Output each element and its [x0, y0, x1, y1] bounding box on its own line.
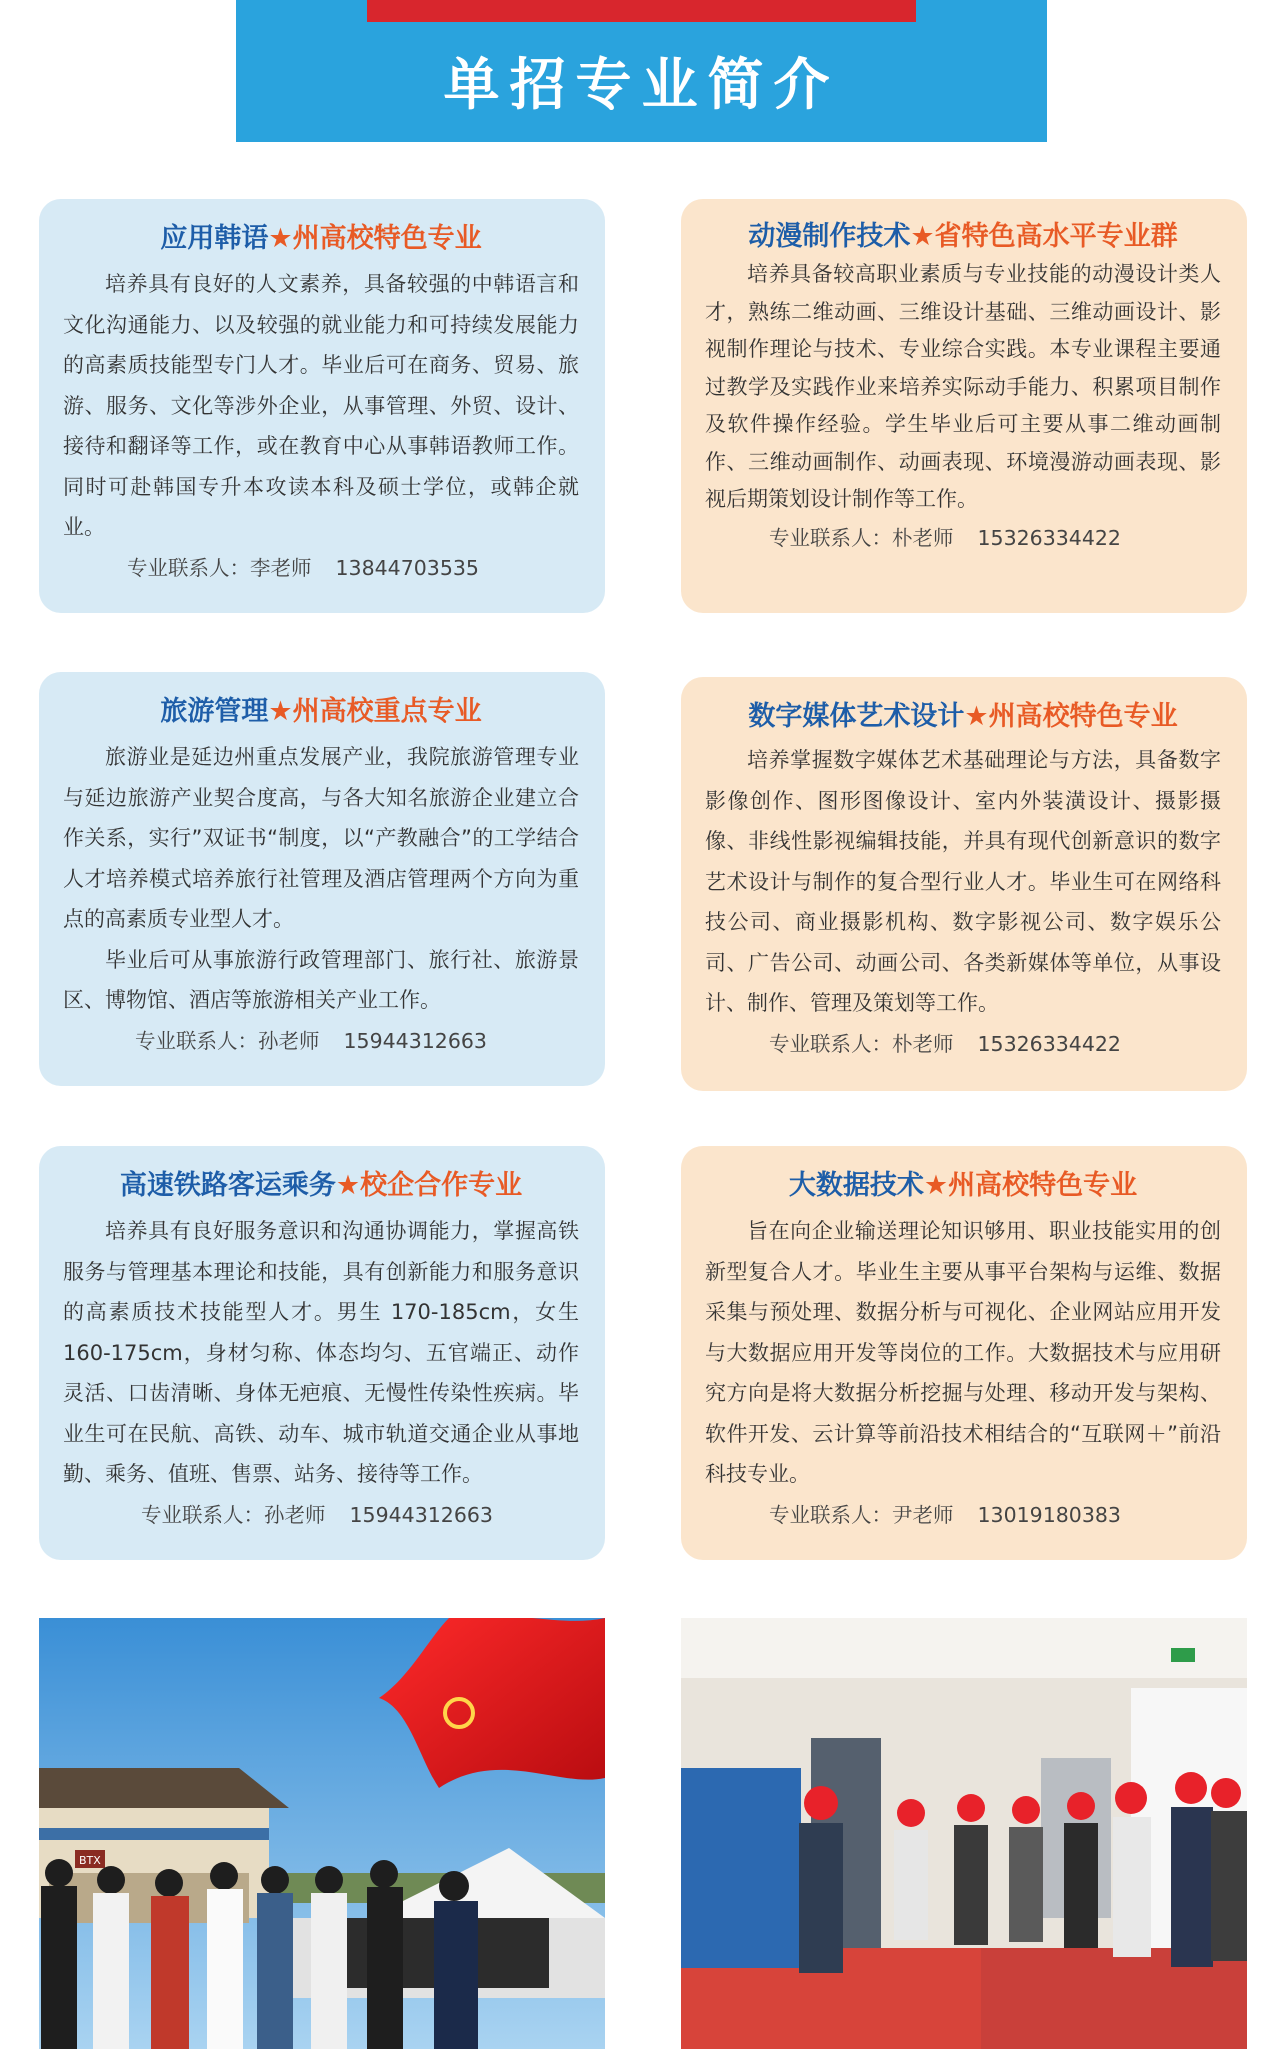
program-contact	[63, 1021, 579, 1061]
program-name: 数字媒体艺术设计	[748, 701, 965, 732]
photo-workshop-visit-image	[681, 1618, 1247, 2049]
star-icon: ★	[923, 1170, 949, 1201]
card-title	[63, 1168, 579, 1203]
program-card-animation	[681, 199, 1247, 613]
program-rank: 州高校特色专业	[292, 223, 482, 254]
star-icon: ★	[910, 221, 935, 252]
program-card-korean	[39, 199, 605, 613]
star-icon: ★	[268, 696, 293, 727]
contact-phone: 15326334422	[977, 1031, 1121, 1056]
contact-phone: 15944312663	[349, 1502, 493, 1527]
contact-phone: 13019180383	[977, 1502, 1121, 1527]
program-description: 旅游业是延边州重点发展产业，我院旅游管理专业与延边旅游产业契合度高，与各大知名旅游企业建立合作关系，实行”双证书“制度，以“产教融合”的工学结合人才培养模式培养旅行社管理及酒店管理两个方向为重点的高素质专业型人才。	[63, 745, 579, 932]
program-name: 应用韩语	[160, 223, 269, 254]
contact-label: 专业联系人：朴老师	[769, 525, 954, 550]
program-contact	[705, 1024, 1221, 1064]
program-rank: 州高校特色专业	[948, 1170, 1138, 1201]
program-name: 大数据技术	[788, 1170, 924, 1201]
program-contact	[705, 519, 1221, 557]
banner-red-bar	[367, 0, 916, 22]
program-rank: 省特色高水平专业群	[934, 221, 1178, 252]
contact-phone: 15326334422	[977, 525, 1121, 550]
program-description: 培养具有良好服务意识和沟通协调能力，掌握高铁服务与管理基本理论和技能，具有创新能力和服务意识的高素质技术技能型人才。男生 170-185cm，女生160-175cm，身材匀称、体态均匀、五官端正、动作灵活、口齿清晰、身体无疤痕、无慢性传染性疾病。毕业生可在民航、高铁、动车、城市轨道交通企业从事地勤、乘务、值班、售票、站务、接待等工作。	[63, 1219, 579, 1487]
contact-label: 专业联系人：李老师	[127, 555, 312, 580]
program-name: 旅游管理	[160, 696, 269, 727]
contact-label: 专业联系人：朴老师	[769, 1031, 954, 1056]
program-card-tourism	[39, 672, 605, 1086]
program-contact	[705, 1495, 1221, 1535]
photo-workshop-visit	[681, 1618, 1247, 2049]
contact-label: 专业联系人：孙老师	[141, 1502, 326, 1527]
program-card-digital-media	[681, 677, 1247, 1091]
program-rank: 校企合作专业	[360, 1170, 523, 1201]
card-title	[705, 1168, 1221, 1203]
program-description: 旨在向企业输送理论知识够用、职业技能实用的创新型复合人才。毕业生主要从事平台架构与运维、数据采集与预处理、数据分析与可视化、企业网站应用开发与大数据应用开发等岗位的工作。大数据技术与应用研究方向是将大数据分析挖掘与处理、移动开发与架构、软件开发、云计算等前沿技术相结合的“互联网＋”前沿科技专业。	[705, 1219, 1221, 1487]
program-description: 培养具有良好的人文素养，具备较强的中韩语言和文化沟通能力、以及较强的就业能力和可持续发展能力的高素质技能型专门人才。毕业后可在商务、贸易、旅游、服务、文化等涉外企业，从事管理、外贸、设计、接待和翻译等工作，或在教育中心从事韩语教师工作。同时可赴韩国专升本攻读本科及硕士学位，或韩企就业。	[63, 272, 579, 540]
program-card-big-data	[681, 1146, 1247, 1560]
page-title: 单招专业简介	[443, 53, 840, 118]
program-description-2: 毕业后可从事旅游行政管理部门、旅行社、旅游景区、博物馆、酒店等旅游相关产业工作。	[63, 947, 579, 1013]
photo-students-memorial-image	[39, 1618, 605, 2049]
card-title	[705, 699, 1221, 734]
program-description: 培养掌握数字媒体艺术基础理论与方法，具备数字影像创作、图形图像设计、室内外装潢设计、摄影摄像、非线性影视编辑技能，并具有现代创新意识的数字艺术设计与制作的复合型行业人才。毕业生可在网络科技公司、商业摄影机构、数字影视公司、数字娱乐公司、广告公司、动画公司、各类新媒体等单位，从事设计、制作、管理及策划等工作。	[705, 748, 1221, 1016]
program-name: 高速铁路客运乘务	[119, 1170, 336, 1201]
program-rank: 州高校特色专业	[988, 701, 1178, 732]
card-title	[63, 221, 579, 256]
star-icon: ★	[335, 1170, 361, 1201]
building-sign: BTX	[79, 1854, 101, 1867]
card-title	[705, 219, 1221, 254]
program-description: 培养具备较高职业素质与专业技能的动漫设计类人才，熟练二维动画、三维设计基础、三维动画设计、影视制作理论与技术、专业综合实践。本专业课程主要通过教学及实践作业来培养实际动手能力、积累项目制作及软件操作经验。学生毕业后可主要从事二维动画制作、三维动画制作、动画表现、环境漫游动画表现、影视后期策划设计制作等工作。	[705, 262, 1221, 512]
photo-students-memorial	[39, 1618, 605, 2049]
header-banner	[236, 0, 1047, 142]
star-icon: ★	[268, 223, 293, 254]
contact-phone: 13844703535	[335, 555, 479, 580]
contact-label: 专业联系人：尹老师	[769, 1502, 954, 1527]
contact-label: 专业联系人：孙老师	[135, 1028, 320, 1053]
contact-phone: 15944312663	[343, 1028, 487, 1053]
program-card-high-speed-rail	[39, 1146, 605, 1560]
program-rank: 州高校重点专业	[292, 696, 482, 727]
star-icon: ★	[964, 701, 989, 732]
program-name: 动漫制作技术	[748, 221, 911, 252]
card-title	[63, 694, 579, 729]
program-contact	[63, 1495, 579, 1535]
program-contact	[63, 548, 579, 588]
